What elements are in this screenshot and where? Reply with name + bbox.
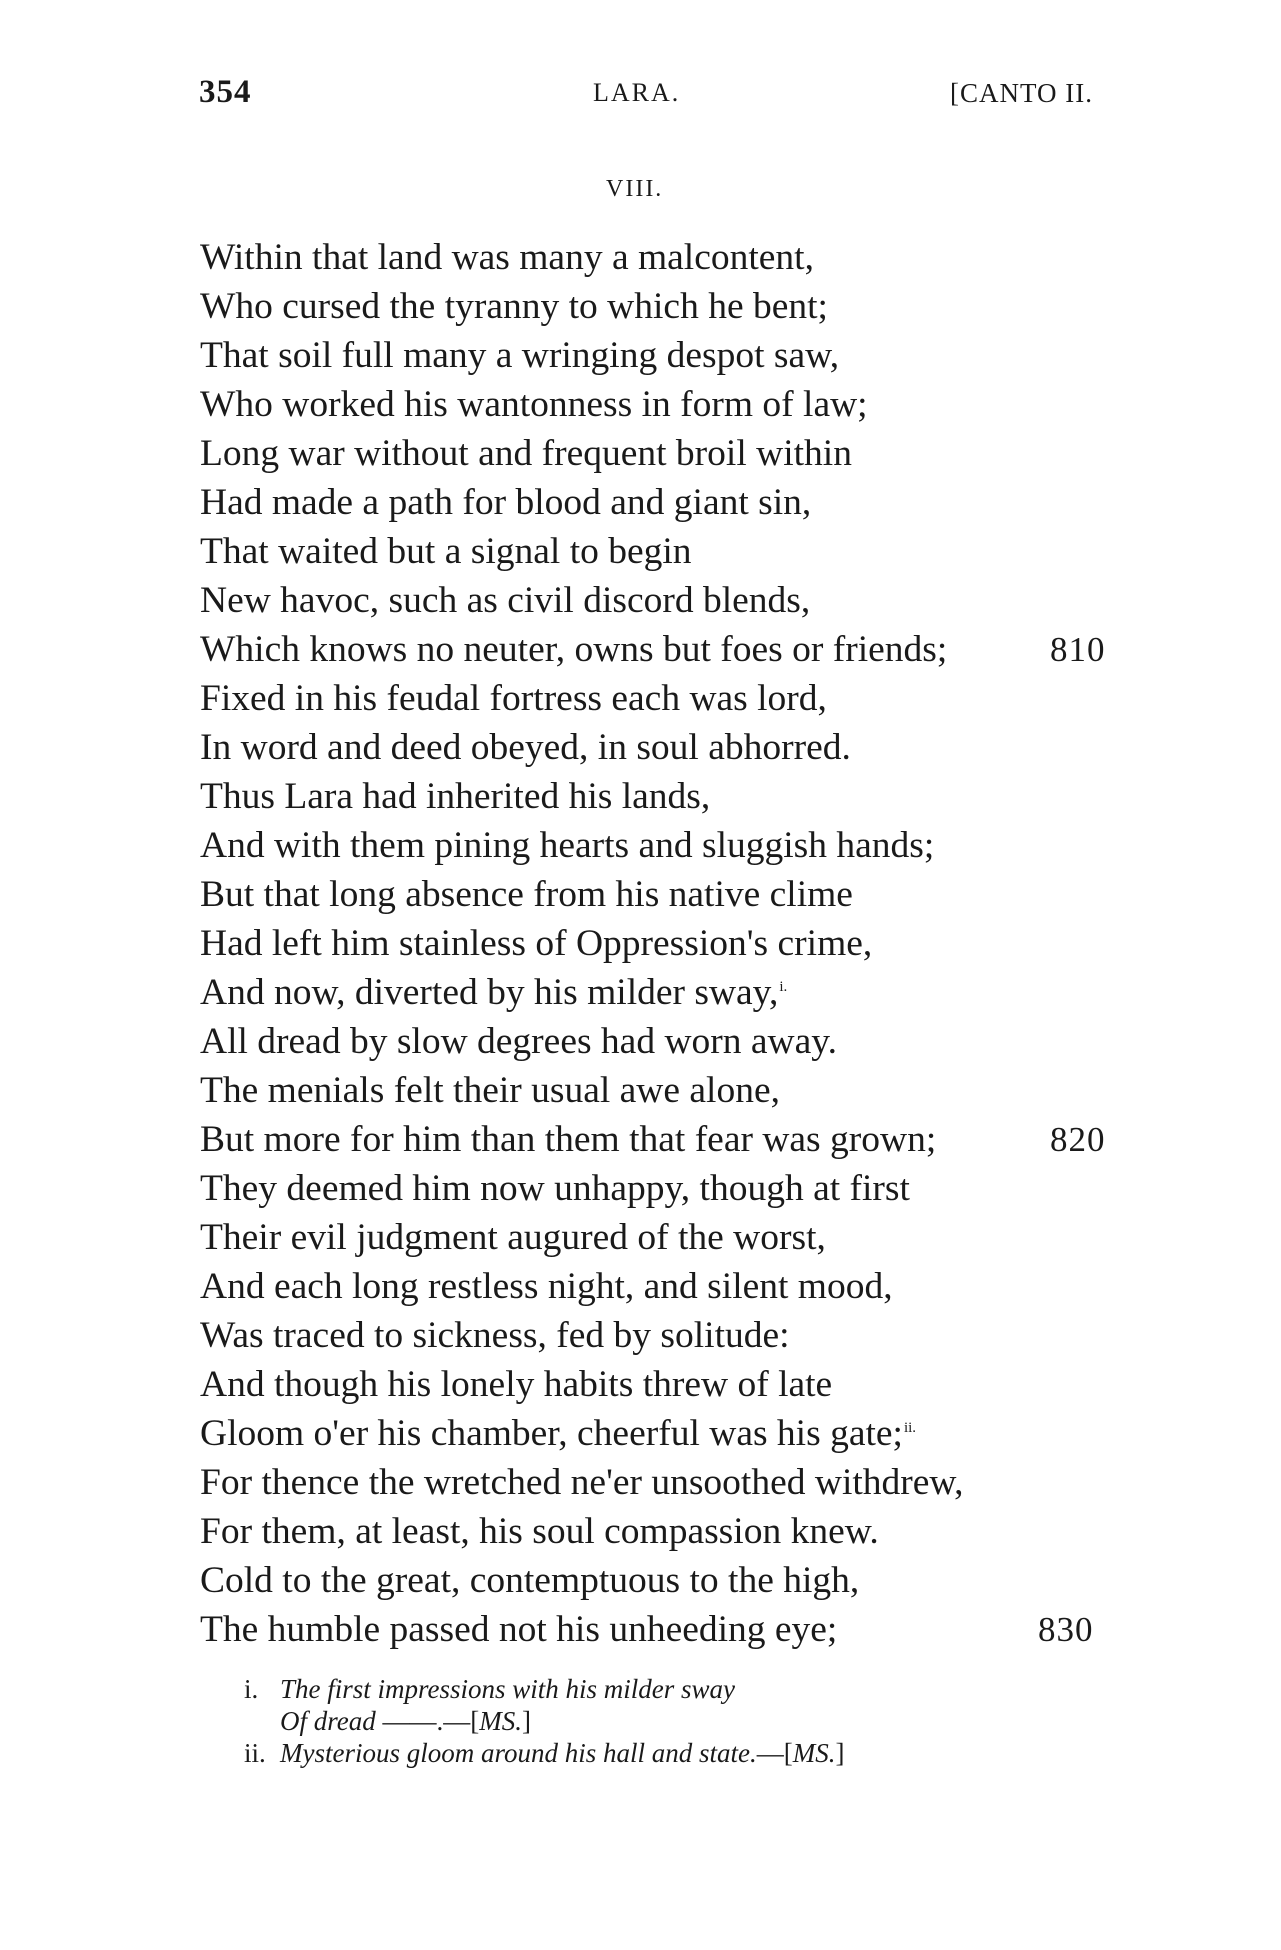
verse-line (200, 1066, 1120, 1115)
verse-line (200, 478, 1120, 527)
verse-line (200, 968, 1120, 1017)
verse-line (200, 1360, 1120, 1409)
verse-line (200, 625, 1120, 674)
footnote-i-continuation (244, 1705, 845, 1737)
verse-text: Their evil judgment augured of the worst, (200, 1217, 826, 1258)
running-header (0, 74, 1281, 114)
footnote-text: ——.—[ (375, 1706, 480, 1736)
footnote-source: MS. (792, 1738, 836, 1768)
verse-line (200, 674, 1120, 723)
verse-line (200, 772, 1120, 821)
verse-line (200, 1164, 1120, 1213)
verse-text: All dread by slow degrees had worn away. (200, 1021, 837, 1062)
verse-text: That waited but a signal to begin (200, 531, 692, 572)
verse-text: Had left him stainless of Oppression's crime, (200, 923, 873, 964)
verse-text: Gloom o'er his chamber, cheerful was his gate; (200, 1413, 903, 1454)
verse-line (200, 1556, 1120, 1605)
verse-text: Had made a path for blood and giant sin, (200, 482, 812, 523)
verse-text: But more for him than them that fear was grown; (200, 1119, 937, 1160)
footnote-reference: ii. (903, 1419, 917, 1436)
verse-text: That soil full many a wringing despot saw, (200, 335, 840, 376)
verse-text: Thus Lara had inherited his lands, (200, 776, 711, 817)
verse-line (200, 821, 1120, 870)
verse-line (200, 1311, 1120, 1360)
section-heading: VIII. (606, 176, 664, 202)
verse-text: Fixed in his feudal fortress each was lord, (200, 678, 827, 719)
verse-line (200, 1458, 1120, 1507)
footnotes (244, 1673, 845, 1769)
line-number: 820 (1050, 1120, 1106, 1159)
line-number: 830 (1038, 1610, 1094, 1649)
verse-text: They deemed him now unhappy, though at first (200, 1168, 910, 1209)
poem-body (200, 233, 1120, 1654)
verse-text: In word and deed obeyed, in soul abhorred. (200, 727, 851, 768)
verse-text: But that long absence from his native clime (200, 874, 853, 915)
verse-line (200, 429, 1120, 478)
verse-text: Was traced to sickness, fed by solitude: (200, 1315, 790, 1356)
page-number: 354 (199, 74, 252, 110)
footnote-text: Of dread (280, 1706, 376, 1736)
verse-line (200, 1605, 1120, 1654)
canto-label: [CANTO II. (950, 78, 1093, 108)
running-title: LARA. (593, 78, 681, 107)
verse-line (200, 1115, 1120, 1164)
verse-line (200, 870, 1120, 919)
verse-line (200, 233, 1120, 282)
verse-line (200, 1017, 1120, 1066)
footnote-text: Mysterious gloom around his hall and state. (280, 1738, 757, 1768)
footnote-ii (244, 1737, 845, 1769)
footnote-i (244, 1673, 845, 1705)
verse-line (200, 1507, 1120, 1556)
verse-line (200, 1262, 1120, 1311)
verse-text: Within that land was many a malcontent, (200, 237, 814, 278)
verse-line (200, 919, 1120, 968)
verse-line (200, 576, 1120, 625)
verse-line (200, 723, 1120, 772)
verse-line (200, 1213, 1120, 1262)
verse-text: For thence the wretched ne'er unsoothed withdrew, (200, 1462, 964, 1503)
footnote-text: ] (835, 1738, 845, 1768)
verse-line (200, 331, 1120, 380)
verse-line (200, 282, 1120, 331)
verse-text: And with them pining hearts and sluggish hands; (200, 825, 935, 866)
verse-line (200, 380, 1120, 429)
footnote-text: —[ (756, 1738, 793, 1768)
footnote-text: ] (522, 1706, 531, 1736)
verse-line (200, 527, 1120, 576)
footnote-marker: i. (244, 1674, 259, 1704)
verse-text: The menials felt their usual awe alone, (200, 1070, 780, 1111)
verse-text: And each long restless night, and silent mood, (200, 1266, 893, 1307)
verse-text: The humble passed not his unheeding eye; (200, 1609, 838, 1650)
footnote-source: MS. (479, 1706, 522, 1736)
verse-text: Long war without and frequent broil within (200, 433, 852, 474)
verse-text: And though his lonely habits threw of late (200, 1364, 833, 1405)
line-number: 810 (1050, 630, 1106, 669)
footnote-reference: i. (779, 978, 788, 995)
verse-line (200, 1409, 1120, 1458)
verse-text: And now, diverted by his milder sway, (200, 972, 779, 1013)
footnote-text: The first impressions with his milder sway (280, 1674, 736, 1704)
verse-text: New havoc, such as civil discord blends, (200, 580, 811, 621)
verse-text: Cold to the great, contemptuous to the high, (200, 1560, 860, 1601)
footnote-marker: ii. (244, 1738, 266, 1768)
verse-text: Which knows no neuter, owns but foes or friends; (200, 629, 948, 670)
verse-text: Who worked his wantonness in form of law; (200, 384, 868, 425)
verse-text: For them, at least, his soul compassion knew. (200, 1511, 879, 1552)
verse-text: Who cursed the tyranny to which he bent; (200, 286, 828, 327)
